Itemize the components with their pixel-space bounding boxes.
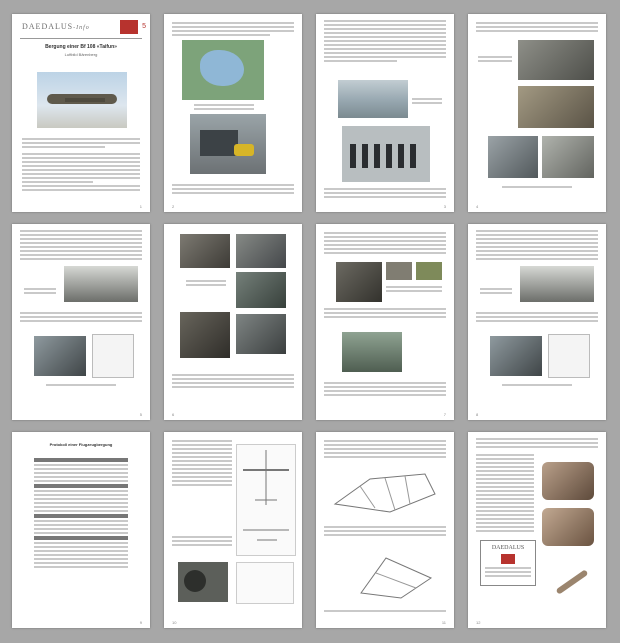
- photo-parts-3: [416, 262, 442, 280]
- page-number: 12: [476, 620, 481, 625]
- caption: [386, 286, 442, 294]
- page-text: [172, 22, 294, 38]
- photo-grid-3: [236, 272, 286, 308]
- photo-lake: [338, 80, 408, 118]
- page-text-mid: [324, 526, 446, 538]
- photo-wheels: [178, 562, 228, 602]
- drawing-landing-gear: [92, 334, 134, 378]
- cover-text: [22, 138, 140, 193]
- photo-grid-2: [236, 234, 286, 268]
- page-number: 9: [139, 620, 142, 625]
- cover-number: 5: [142, 23, 146, 30]
- photo-wreck-1: [518, 40, 594, 80]
- lake-shape: [200, 50, 244, 86]
- page-number: 6: [172, 412, 175, 417]
- page-10[interactable]: [164, 432, 302, 628]
- drawing-aircraft-3view: [236, 444, 296, 556]
- caption: [480, 288, 512, 296]
- page-5[interactable]: [12, 224, 150, 420]
- caption: [478, 56, 512, 64]
- page-6[interactable]: [164, 224, 302, 420]
- cover-badge: [120, 20, 138, 34]
- ad-emblem: [501, 554, 515, 564]
- frame-detail-icon: [356, 548, 436, 602]
- page-text: [476, 230, 598, 262]
- ad-box[interactable]: [480, 540, 536, 586]
- photo-engine-2: [542, 508, 594, 546]
- page-text-mid: [20, 312, 142, 324]
- page-number: 3: [443, 204, 446, 209]
- page-text-lower: [172, 184, 294, 196]
- page-text: [172, 440, 232, 488]
- ad-text: [485, 567, 531, 579]
- brand-name: DAEDALUS: [22, 22, 74, 31]
- page-text: [324, 440, 446, 460]
- page-number: 10: [172, 620, 177, 625]
- photo-grid-4: [180, 312, 230, 358]
- page-number: 7: [443, 412, 446, 417]
- page-8[interactable]: [468, 224, 606, 420]
- caption: [194, 104, 254, 112]
- page-number: 8: [476, 412, 479, 417]
- page-7[interactable]: [316, 224, 454, 420]
- photo-cabin: [64, 266, 138, 302]
- toc-title: Protokoll einer Flugzeugbergung: [49, 442, 113, 447]
- caption-lower: [502, 186, 572, 190]
- drawing-fuselage: [330, 464, 440, 520]
- page-number: 1: [139, 204, 142, 209]
- yellow-tank: [234, 144, 254, 156]
- page-1[interactable]: [12, 14, 150, 212]
- photo-engine-1: [542, 462, 594, 500]
- page-4[interactable]: [468, 14, 606, 212]
- photo-wreck-3: [488, 136, 538, 178]
- photo-cabin: [520, 266, 594, 302]
- caption-lower: [46, 384, 116, 388]
- photo-machine: [190, 114, 266, 174]
- caption: [24, 288, 56, 296]
- page-number: 4: [476, 204, 479, 209]
- photo-wreck-ground: [490, 336, 542, 376]
- page-text: [20, 230, 142, 262]
- wheel-shape: [184, 570, 206, 592]
- engine-block: [200, 130, 238, 156]
- brand-suffix: -Info: [73, 25, 90, 31]
- photo-parts-2: [386, 262, 412, 280]
- map-image: [182, 40, 264, 100]
- page-11[interactable]: [316, 432, 454, 628]
- ad-brand: DAEDALUS: [491, 545, 525, 551]
- page-text: [324, 232, 446, 256]
- cover-author: Luftbild Bärenberg: [64, 52, 98, 57]
- page-text-lower: [324, 188, 446, 200]
- aircraft-outline-icon: [237, 445, 295, 555]
- caption: [186, 280, 226, 288]
- page-text-mid: [324, 308, 446, 320]
- photo-wreck-ground: [34, 336, 86, 376]
- page-number: 11: [441, 620, 446, 625]
- diver-group: [350, 144, 420, 168]
- drawing-gear: [236, 562, 294, 604]
- propeller-blade: [556, 569, 589, 595]
- page-12[interactable]: [468, 432, 606, 628]
- cover-photo-aircraft: [37, 72, 127, 128]
- page-text: [324, 20, 446, 64]
- page-9[interactable]: [12, 432, 150, 628]
- page-text-lower: [172, 374, 294, 390]
- page-text: [476, 22, 598, 34]
- cover-title: Bergung einer Bf 108 «Taifun»: [45, 44, 117, 50]
- photo-truck: [342, 332, 402, 372]
- page-text-mid: [476, 312, 598, 324]
- aircraft-wing: [65, 98, 105, 102]
- photo-parts-1: [336, 262, 382, 302]
- page-number: 2: [172, 204, 175, 209]
- page-2[interactable]: [164, 14, 302, 212]
- header-rule: [20, 38, 142, 39]
- page-number: 5: [139, 412, 142, 417]
- photo-propeller: [552, 562, 592, 602]
- drawing-landing-gear: [548, 334, 590, 378]
- photo-grid-5: [236, 314, 286, 354]
- brand-logo: [22, 22, 90, 31]
- photo-grid-1: [180, 234, 230, 268]
- caption: [412, 98, 442, 106]
- page-text-lower: [324, 382, 446, 398]
- caption-lower: [502, 384, 572, 388]
- page-text-lower: [324, 610, 446, 614]
- photo-wreck-4: [542, 136, 594, 178]
- page-text-mid: [172, 536, 232, 548]
- page-text: [476, 438, 598, 450]
- toc-table: [34, 458, 128, 570]
- page-3[interactable]: [316, 14, 454, 212]
- page-text-left: [476, 454, 534, 534]
- photo-divers: [342, 126, 430, 182]
- fuselage-frame-icon: [330, 464, 440, 520]
- photo-wreck-2: [518, 86, 594, 128]
- drawing-detail: [356, 548, 436, 602]
